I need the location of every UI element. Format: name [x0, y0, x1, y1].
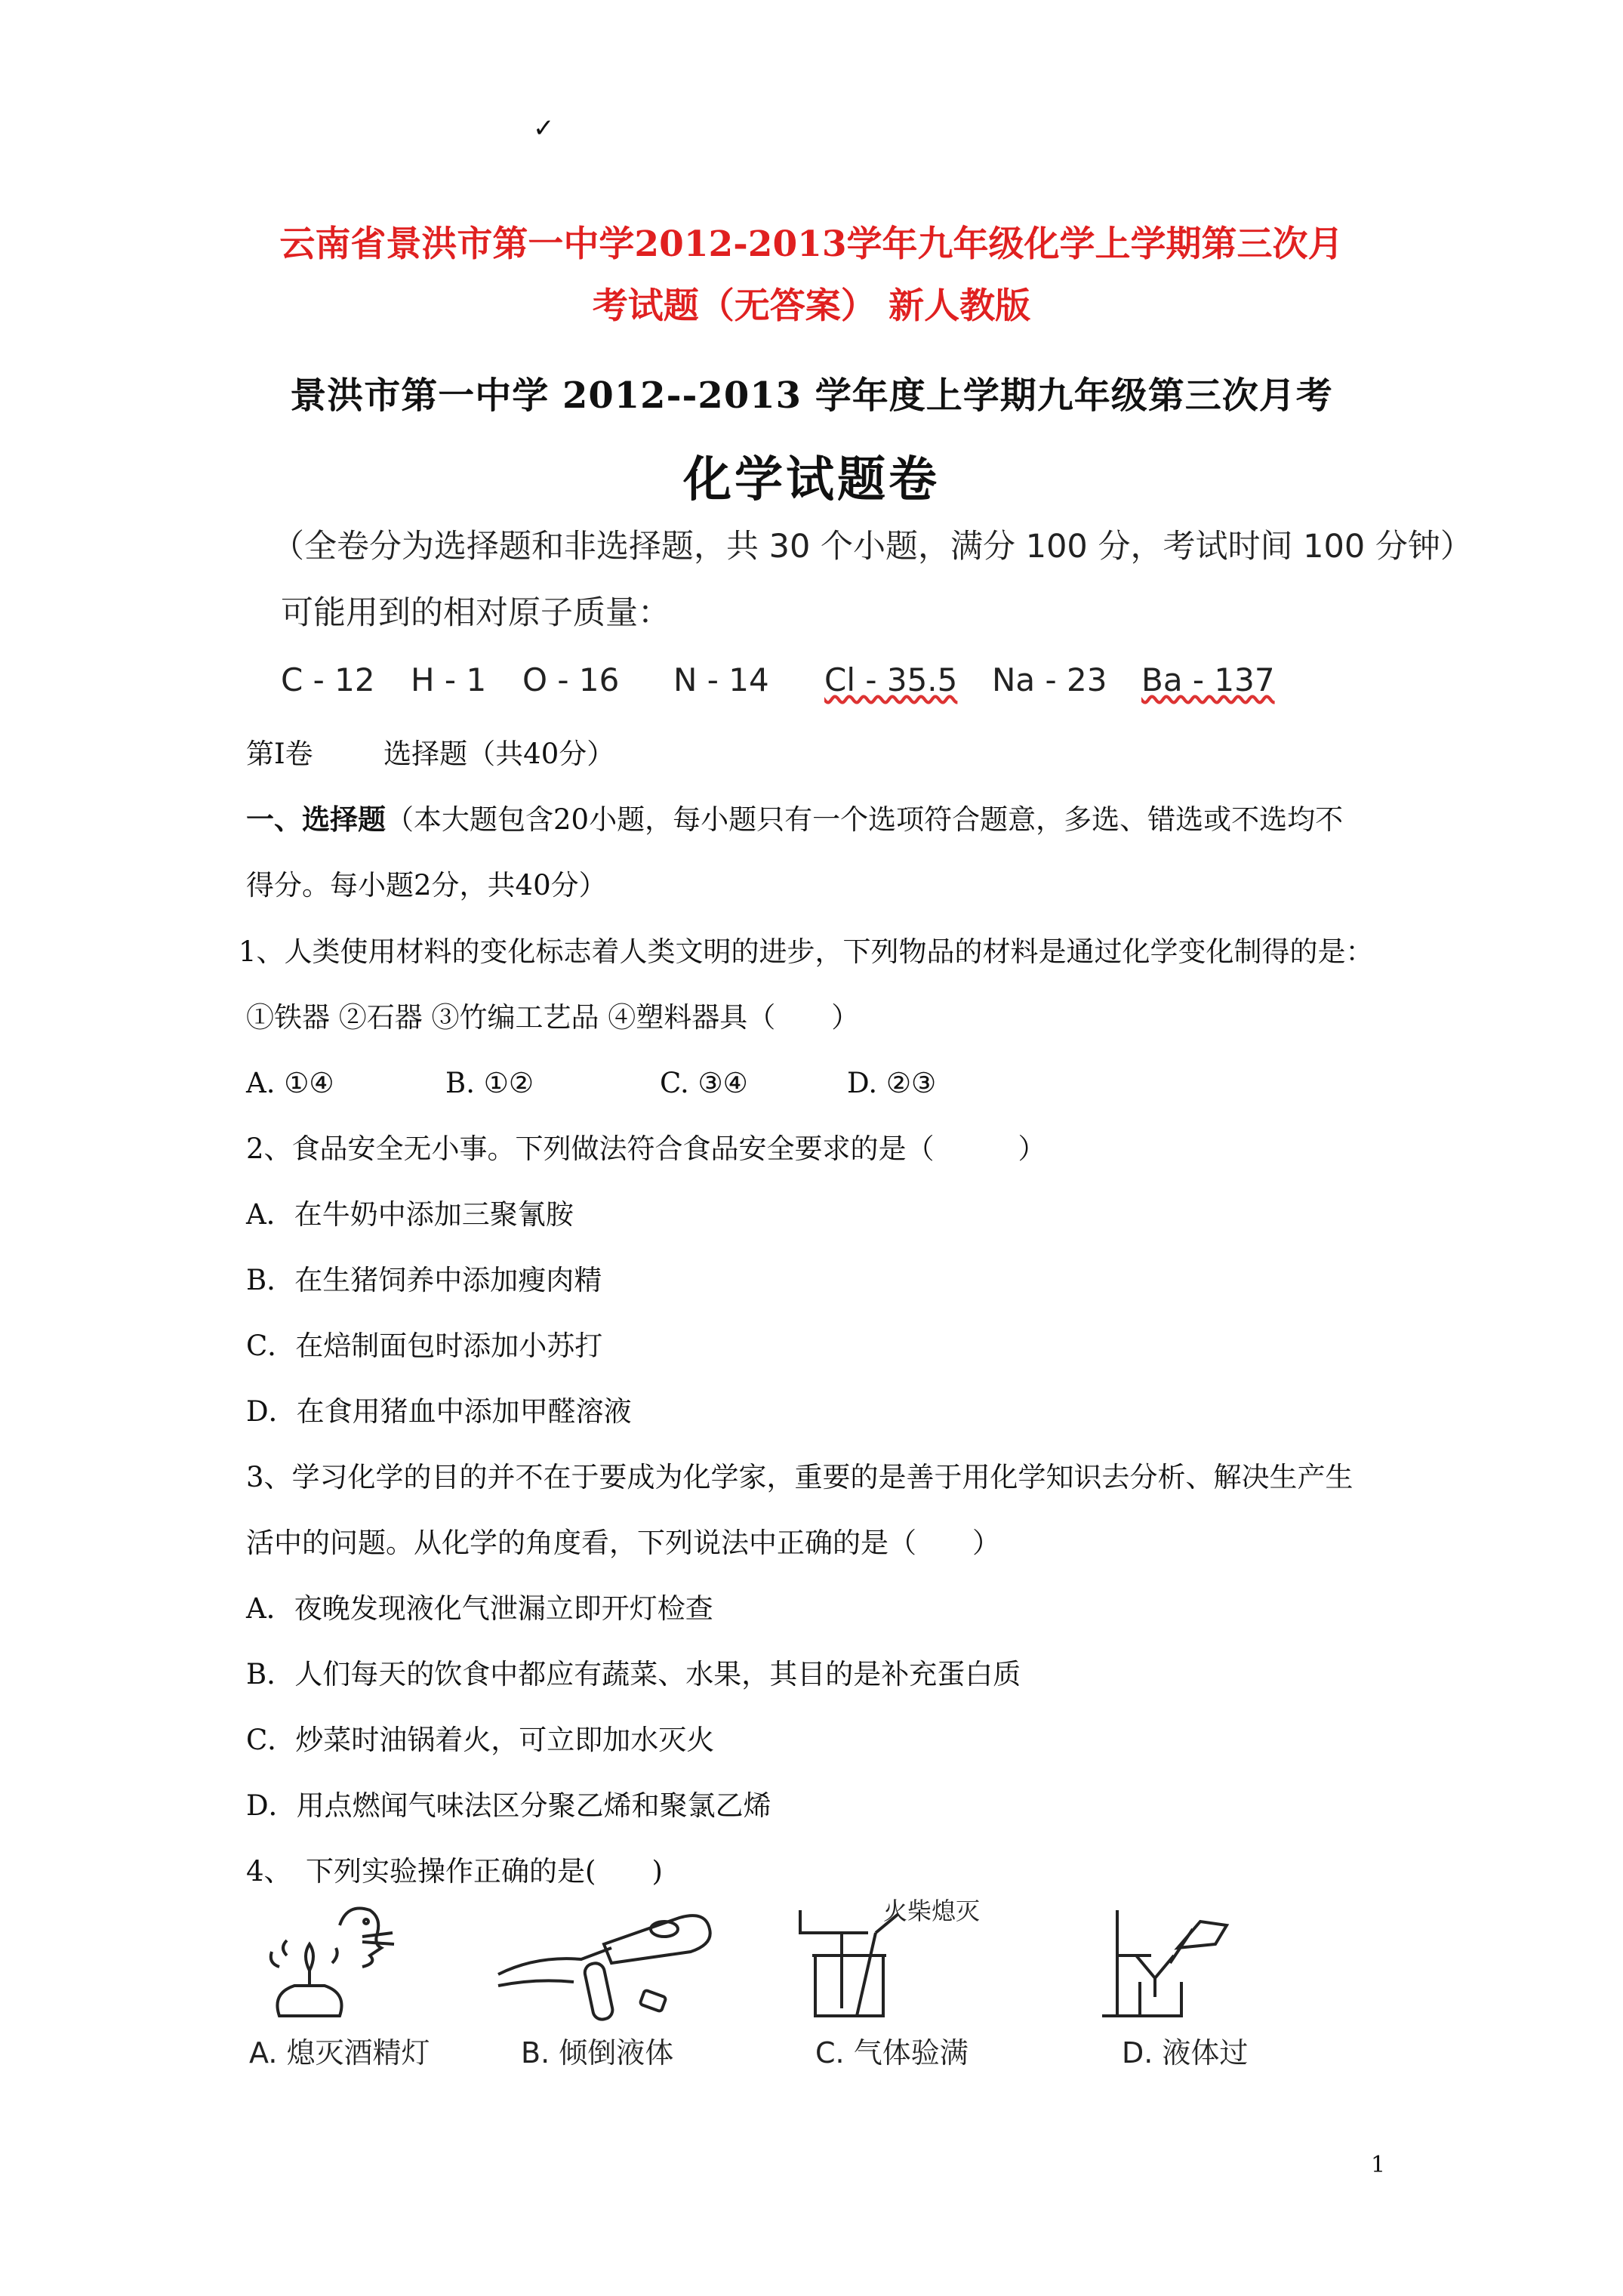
- atomic-mass-item: H - 1: [411, 661, 487, 698]
- option-c: C. ③④: [660, 1067, 748, 1099]
- question-2-option-b: B．在生猪饲养中添加瘦肉精: [246, 1264, 602, 1296]
- figure-a: [257, 1903, 423, 2023]
- figure-d-label: D. 液体过: [1122, 2036, 1249, 2069]
- figure-c: [785, 1897, 996, 2023]
- question-1-items: ①铁器 ②石器 ③竹编工艺品 ④塑料器具（ ）: [246, 1001, 860, 1034]
- question-1-options: [246, 1069, 936, 1097]
- question-3-option-b: B．人们每天的饮食中都应有蔬菜、水果，其目的是补充蛋白质: [246, 1658, 1021, 1690]
- section-intro-line1: [246, 803, 1344, 836]
- question-2-stem: 2、食品安全无小事。下列做法符合食品安全要求的是（ ）: [246, 1133, 1046, 1165]
- section-title: 选择题（共40分）: [383, 738, 615, 770]
- match-out-annotation: 火柴熄灭: [883, 1897, 981, 1925]
- filtration-icon: [1095, 1903, 1246, 2023]
- alcohol-lamp-blow-icon: [257, 1903, 423, 2023]
- check-mark: ✓: [533, 113, 555, 143]
- question-2-option-a: A．在牛奶中添加三聚氰胺: [246, 1198, 574, 1231]
- question-3-option-c: C．炒菜时油锅着火，可立即加水灭火: [246, 1724, 715, 1756]
- atomic-mass-item: Ba - 137: [1141, 661, 1275, 698]
- option-a: A. ①④: [246, 1067, 334, 1099]
- section-heading: [246, 740, 614, 768]
- atomic-mass-item: Na - 23: [992, 661, 1107, 698]
- figure-b-label: B. 倾倒液体: [521, 2036, 674, 2069]
- section-intro-line2: 得分。每小题2分，共40分）: [246, 869, 607, 901]
- question-4-stem: 4、 下列实验操作正确的是( ): [246, 1855, 663, 1888]
- exam-paper-title: 化学试题卷: [683, 451, 940, 508]
- option-b: B. ①②: [445, 1067, 534, 1099]
- question-3-stem: 3、学习化学的目的并不在于要成为化学家，重要的是善于用化学知识去分析、解决生产生: [246, 1461, 1354, 1493]
- document-title-line1: 云南省景洪市第一中学2012-2013学年九年级化学上学期第三次月: [279, 223, 1344, 265]
- option-d: D. ②③: [847, 1067, 937, 1099]
- atomic-mass-item: N - 14: [673, 661, 769, 698]
- question-3-stem-cont: 活中的问题。从化学的角度看，下列说法中正确的是（ ）: [246, 1527, 1000, 1559]
- pouring-liquid-icon: [491, 1903, 725, 2023]
- figure-a-label: A. 熄灭酒精灯: [249, 2036, 430, 2069]
- figure-d: [1095, 1903, 1246, 2023]
- school-exam-title: 景洪市第一中学 2012--2013 学年度上学期九年级第三次月考: [290, 374, 1333, 417]
- atomic-mass-label: 可能用到的相对原子质量：: [281, 594, 670, 632]
- atomic-mass-item: O - 16: [522, 661, 620, 698]
- atomic-mass-item: Cl - 35.5: [824, 661, 958, 698]
- question-3-option-d: D．用点燃闻气味法区分聚乙烯和聚氯乙烯: [246, 1789, 771, 1822]
- atomic-mass-item: C - 12: [281, 661, 375, 698]
- section-intro-text: （本大题包含20小题，每小题只有一个选项符合题意，多选、错选或不选均不: [386, 803, 1344, 836]
- question-2-option-d: D．在食用猪血中添加甲醛溶液: [246, 1395, 632, 1428]
- document-title-line2: 考试题（无答案） 新人教版: [592, 285, 1031, 327]
- question-1-stem: 1、人类使用材料的变化标志着人类文明的进步，下列物品的材料是通过化学变化制得的是：: [239, 935, 1374, 968]
- section-part: 第Ⅰ卷: [246, 738, 313, 770]
- question-3-option-a: A．夜晚发现液化气泄漏立即开灯检查: [246, 1592, 713, 1625]
- page-number: 1: [1371, 2152, 1386, 2178]
- figure-c-label: C. 气体验满: [815, 2036, 969, 2069]
- atomic-mass-list: [281, 661, 1292, 698]
- figure-b: [491, 1903, 725, 2023]
- question-2-option-c: C．在焙制面包时添加小苏打: [246, 1330, 603, 1362]
- exam-note: （全卷分为选择题和非选择题，共 30 个小题，满分 100 分，考试时间 100 分钟）: [272, 528, 1473, 566]
- section-intro-heading: 一、选择题: [246, 803, 386, 836]
- question-4-figures: [226, 1897, 1359, 2069]
